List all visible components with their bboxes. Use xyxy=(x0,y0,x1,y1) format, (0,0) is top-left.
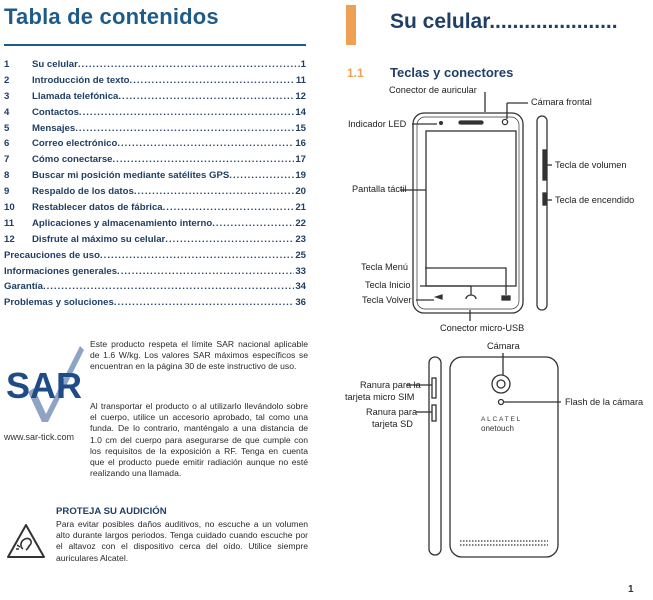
label-menu-key: Tecla Menú xyxy=(361,262,408,272)
label-home-key: Tecla Inicio xyxy=(365,280,411,290)
toc-entry-label: Correo electrónico xyxy=(32,138,118,150)
toc-entry-label: Aplicaciones y almacenamiento interno xyxy=(32,217,213,229)
camera-flash xyxy=(499,400,504,405)
toc-entry-page: 34 xyxy=(295,281,306,293)
toc-entry-page: 16 xyxy=(295,138,306,150)
toc-entry-page: 20 xyxy=(295,186,306,198)
toc-entry-page: 19 xyxy=(295,170,306,182)
toc-entry-page: 15 xyxy=(295,122,306,134)
toc-entry-label: Respaldo de los datos xyxy=(32,186,134,198)
toc-entry-page: 12 xyxy=(295,90,306,102)
label-rear-camera: Cámara xyxy=(487,341,520,351)
back-model-text: onetouch xyxy=(481,424,514,433)
label-headset-jack: Conector de auricular xyxy=(389,85,477,95)
toc-entry-label: Introducción de texto xyxy=(32,74,130,86)
toc-entry-label: Garantía xyxy=(4,281,43,293)
toc-entry-number: 4 xyxy=(4,106,10,118)
sar-paragraph-1: Este producto respeta el límite SAR nacional aplicable de 1.6 W/kg. Los valores SAR máximos específicos se encuentran en la página 30 de este instructivo de uso. xyxy=(90,339,308,372)
hearing-text: Para evitar posibles daños auditivos, no escuche a un volumen alto durante largos periodos. Tenga cuidado cuando escuche por el altavoz con el dispositivo cerca del oído. Utilice siempre auriculares Alcatel. xyxy=(56,519,308,563)
label-sim-slot-line1: Ranura para la xyxy=(360,380,421,390)
toc-entry-page: 23 xyxy=(295,233,306,245)
toc-entry-number: 8 xyxy=(4,170,10,182)
toc-entry-label: Disfrute al máximo su celular xyxy=(32,233,166,245)
sar-paragraph-2: Al transportar el producto o al utilizarlo llevándolo sobre el cuerpo, utilice un accesorio aprobado, tal como una funda. De lo contrario, manténgalo a una distancia de 1.0 cm del cuerpo para asegurarse de que cumple con los requisitos de la exposición a RF. Tenga en cuenta que el producto puede emitir radiación aunque no esté realizando una llamada. xyxy=(90,401,308,479)
sd-slot-mark xyxy=(432,405,436,421)
toc-entry-page: 17 xyxy=(295,154,306,166)
rear-camera-lens xyxy=(492,375,510,393)
toc-entry-label: Llamada telefónica xyxy=(32,90,119,102)
toc-entry-label: Restablecer datos de fábrica xyxy=(32,202,163,214)
toc-entry-label: Mensajes xyxy=(32,122,76,134)
toc-entry-page: 14 xyxy=(295,106,306,118)
toc-entry-page: 25 xyxy=(295,249,306,261)
label-touchscreen: Pantalla táctil xyxy=(352,184,407,194)
toc-entry-page: 21 xyxy=(295,202,306,214)
toc-entry-page: 11 xyxy=(295,74,306,86)
toc-entry-page: 36 xyxy=(295,297,306,309)
toc-entry-number: 7 xyxy=(4,154,10,166)
section-title: Su celular...................... xyxy=(390,10,618,33)
toc-entry-label: Su celular xyxy=(32,59,78,70)
page-number: 1 xyxy=(628,584,634,595)
toc-entry-label: Informaciones generales xyxy=(4,265,118,277)
label-sim-slot-line2: tarjeta micro SIM xyxy=(345,392,415,402)
toc-title: Tabla de contenidos xyxy=(4,4,219,29)
toc-entry-number: 1 xyxy=(4,59,10,70)
toc-entry-number: 11 xyxy=(4,217,15,229)
toc-entry-number: 2 xyxy=(4,74,10,86)
toc-entry-number: 10 xyxy=(4,202,15,214)
toc-entry-number: 9 xyxy=(4,186,10,198)
sar-url: www.sar-tick.com xyxy=(4,432,75,442)
label-back-key: Tecla Volver xyxy=(362,295,412,305)
subsection-number: 1.1 xyxy=(347,66,364,80)
toc-entry-number: 12 xyxy=(4,233,15,245)
toc-entry-number: 6 xyxy=(4,138,10,150)
label-sd-slot-line1: Ranura para xyxy=(366,407,418,417)
hearing-heading: PROTEJA SU AUDICIÓN xyxy=(56,506,167,517)
toc-entry-page: 1 xyxy=(300,59,306,70)
back-brand-text: ALCATEL xyxy=(481,416,523,423)
toc-entry-label: Problemas y soluciones xyxy=(4,297,114,309)
toc-entry-label: Cómo conectarse xyxy=(32,154,113,166)
label-camera-flash: Flash de la cámara xyxy=(565,397,644,407)
phone-side-view-back xyxy=(429,357,441,555)
label-front-camera: Cámara frontal xyxy=(531,97,592,107)
label-led: Indicador LED xyxy=(348,119,407,129)
label-usb-port: Conector micro-USB xyxy=(440,323,525,333)
label-volume-key: Tecla de volumen xyxy=(555,160,627,170)
toc-entry-label: Buscar mi posición mediante satélites GPS xyxy=(32,170,230,182)
label-sd-slot-line2: tarjeta SD xyxy=(372,419,413,429)
subsection-title: Teclas y conectores xyxy=(390,65,514,80)
toc-entry-number: 3 xyxy=(4,90,10,102)
toc-entry-page: 22 xyxy=(295,217,306,229)
toc-entry-label: Contactos xyxy=(32,106,79,118)
label-power-key: Tecla de encendido xyxy=(555,195,635,205)
toc-entry-label: Precauciones de uso xyxy=(4,249,100,261)
toc-entry-number: 5 xyxy=(4,122,10,134)
toc-entry-page: 33 xyxy=(295,265,306,277)
sim-slot-mark xyxy=(432,378,436,398)
sar-logo-text: SAR xyxy=(6,365,83,406)
